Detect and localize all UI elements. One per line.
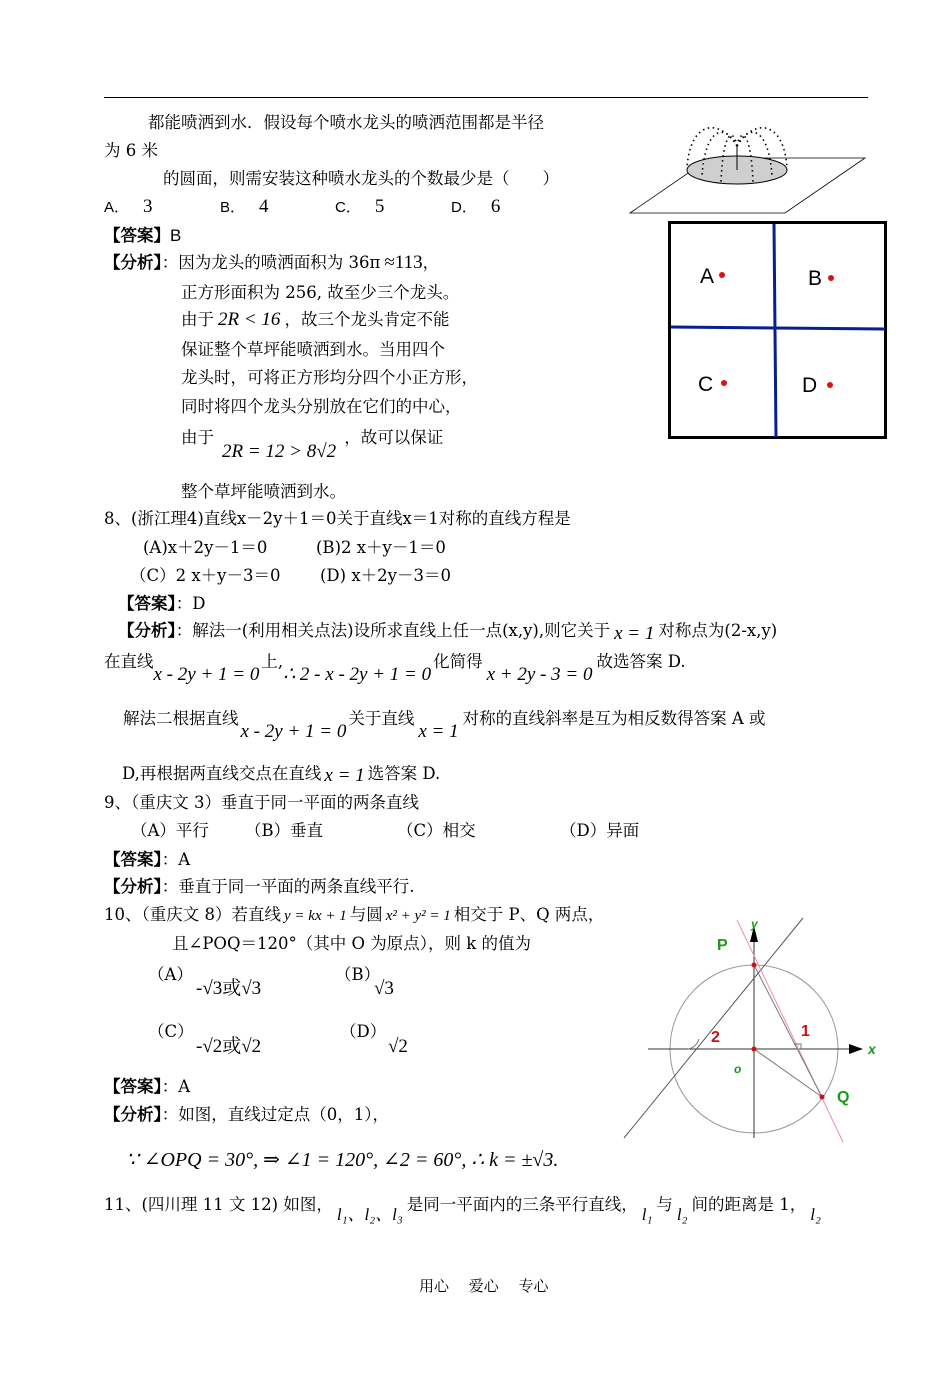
q9-analysis: 【分析】：垂直于同一平面的两条直线平行. bbox=[104, 877, 415, 896]
q10-analysis-math: ∵ ∠OPQ = 30°, ⇒ ∠1 = 120°, ∠2 = 60°, ∴ k = ±√3. bbox=[126, 1149, 559, 1171]
q9-stem: 9、（重庆文 3）垂直于同一平面的两条直线 bbox=[104, 793, 419, 812]
q8-analysis-line1: 【分析】：解法一(利用相关点法)设所求直线上任一点(x,y),则它关于 x = 1 对称点为(2-x,y) bbox=[118, 621, 778, 644]
q10-option-b-label: （B） bbox=[335, 965, 381, 984]
q7-answer: 【答案】B bbox=[104, 226, 182, 245]
q7-analysis-line5: 龙头时，可将正方形均分四个小正方形， bbox=[181, 368, 478, 387]
fig-label-y: y bbox=[751, 917, 758, 931]
q10-option-c-math: -√2或√2 bbox=[196, 1036, 262, 1057]
q10-option-a-math: -√3或√3 bbox=[196, 978, 262, 999]
q7-analysis-line6: 同时将四个龙头分别放在它们的中心， bbox=[181, 397, 462, 416]
q11-stem: 11、(四川理 11 文 12) 如图，l₁、l₂、l₃是同一平面内的三条平行直线，l₁与l₂间的距离是 1，l₂ bbox=[104, 1195, 821, 1224]
q7-line2: 为 6 米 bbox=[104, 141, 158, 160]
q8-analysis-line2: 在直线x - 2y + 1 = 0上,∴ 2 - x - 2y + 1 = 0化简得x + 2y - 3 = 0故选答案 D. bbox=[104, 652, 686, 685]
sprinkler-d bbox=[827, 382, 833, 388]
q7-analysis-line7: 由于2R = 12 > 8√2，故可以保证 bbox=[181, 428, 444, 462]
q10-option-a-label: （A） bbox=[148, 965, 193, 984]
circle-figure bbox=[618, 912, 888, 1142]
q7-option-c: C． 5 bbox=[335, 196, 385, 217]
footer: 用心 爱心 专心 bbox=[419, 1277, 549, 1295]
fig-label-angle-1: 1 bbox=[801, 1023, 810, 1040]
q7-option-b: B． 4 bbox=[220, 196, 269, 217]
label-b: B bbox=[808, 267, 823, 290]
q10-option-d-math: √2 bbox=[388, 1036, 408, 1057]
q9-option-c: （C）相交 bbox=[397, 821, 476, 840]
header-rule bbox=[104, 97, 868, 98]
q8-stem: 8、(浙江理4)直线x－2y＋1＝0关于直线x＝1对称的直线方程是 bbox=[104, 509, 571, 528]
fig-label-angle-2: 2 bbox=[711, 1029, 720, 1046]
label-c: C bbox=[698, 373, 714, 396]
q10-answer: 【答案】：A bbox=[104, 1077, 191, 1096]
q10-stem-line1: 10、（重庆文 8）若直线 y = kx + 1 与圆 x² + y² = 1 相交于 P、Q 两点， bbox=[104, 905, 605, 924]
q7-line1: 都能喷洒到水．假设每个喷水龙头的喷洒范围都是半径 bbox=[148, 113, 544, 132]
sprinkler-b bbox=[828, 275, 834, 281]
q7-option-d: D． 6 bbox=[451, 196, 501, 217]
q8-option-c: （C）2 x＋y－3＝0 bbox=[130, 566, 281, 585]
label-d: D bbox=[802, 374, 818, 397]
fountain-figure bbox=[625, 118, 870, 218]
square-figure bbox=[668, 221, 888, 440]
q7-option-a: A． 3 bbox=[104, 196, 153, 217]
q7-line3: 的圆面，则需安装这种喷水龙头的个数最少是（ ） bbox=[163, 169, 559, 188]
q10-option-b-math: √3 bbox=[374, 978, 394, 999]
q7-analysis-line2: 正方形面积为 256, 故至少三个龙头。 bbox=[181, 283, 460, 302]
sprinkler-c bbox=[721, 380, 727, 386]
q10-stem-line2: 且∠POQ＝120°（其中 O 为原点），则 k 的值为 bbox=[172, 934, 531, 953]
fig-label-q: Q bbox=[837, 1089, 850, 1106]
q9-option-d: （D）异面 bbox=[560, 821, 640, 840]
fig-label-o: o bbox=[734, 1062, 742, 1076]
q7-analysis-line1: 【分析】：因为龙头的喷洒面积为 36π ≈113， bbox=[104, 252, 440, 273]
q9-answer: 【答案】：A bbox=[104, 850, 191, 869]
q7-analysis-line3: 由于 2R < 16 ，故三个龙头肯定不能 bbox=[181, 309, 450, 330]
q8-analysis-line4: D,再根据两直线交点在直线 x = 1 选答案 D. bbox=[122, 764, 441, 786]
q10-analysis-line1: 【分析】：如图，直线过定点（0，1）， bbox=[104, 1105, 389, 1124]
fig-label-p: P bbox=[717, 937, 728, 954]
q8-option-d: (D) x＋2y－3＝0 bbox=[320, 566, 451, 585]
label-a: A bbox=[700, 265, 715, 288]
q8-option-a: (A)x＋2y－1＝0 bbox=[143, 538, 268, 557]
q8-analysis-line3: 解法二根据直线x - 2y + 1 = 0关于直线x = 1对称的直线斜率是互为相反数得答案 A 或 bbox=[123, 709, 766, 742]
q8-option-b: (B)2 x＋y－1＝0 bbox=[316, 538, 446, 557]
q9-option-b: （B）垂直 bbox=[245, 821, 324, 840]
q9-option-a: （A）平行 bbox=[131, 821, 209, 840]
q7-analysis-line8: 整个草坪能喷洒到水。 bbox=[181, 482, 346, 501]
q8-answer: 【答案】：D bbox=[118, 594, 206, 613]
q10-option-d-label: （D） bbox=[340, 1022, 387, 1041]
q10-option-c-label: （C） bbox=[148, 1022, 194, 1041]
q7-analysis-line4: 保证整个草坪能喷洒到水。当用四个 bbox=[181, 340, 445, 359]
sprinkler-a bbox=[719, 272, 725, 278]
fig-label-x: x bbox=[868, 1041, 876, 1057]
